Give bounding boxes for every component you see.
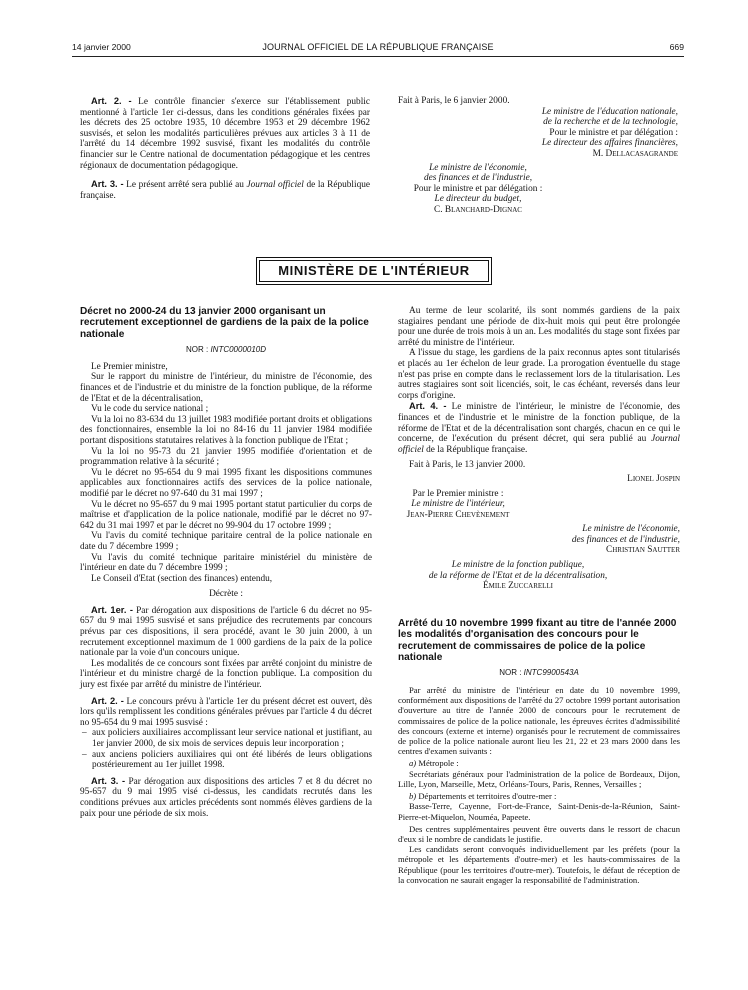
decree-article-2-list bbox=[80, 728, 372, 770]
visa-8: Vu l'avis du comité technique paritaire ministériel du ministère de l'intérieur en date du 7 décembre 1999 ; bbox=[80, 552, 372, 574]
decree-article-3-para-3: A l'issue du stage, les gardiens de la paix reconnus aptes sont titularisés et placés au 1er échelon de leur grade. La prorogation éventuelle du stage n'est pas prise en compte dans le reclassement lors de la titularisation. Les autres stagiaires sont soit licenciés, soit, le cas échéant, reversés dans leur corps d'origine. bbox=[398, 348, 680, 401]
header-rule bbox=[72, 56, 684, 57]
visa-1: Sur le rapport du ministre de l'intérieur, du ministre de l'économie, des finances et de l'industrie et du ministre de la fonction publique, de la réforme de l'Etat et de la décentralisation, bbox=[80, 372, 372, 404]
visa-2: Vu le code du service national ; bbox=[91, 404, 209, 415]
visa-9: Le Conseil d'Etat (section des finances) entendu, bbox=[91, 573, 273, 584]
arrete-item-b-body: Basse-Terre, Cayenne, Fort-de-France, Saint-Denis-de-la-Réunion, Saint-Pierre-et-Miquelon, Nouméa, Papeete. bbox=[398, 801, 680, 822]
prime-minister-line: Le Premier ministre, bbox=[91, 361, 168, 372]
arrete-nor: NOR : INTC9900543A bbox=[499, 668, 579, 678]
ministry-heading: MINISTÈRE DE L'INTÉRIEUR bbox=[259, 260, 489, 282]
arrete-item-b: b) Départements et territoires d'outre-mer : bbox=[409, 791, 557, 802]
header-page-number: 669 bbox=[669, 42, 684, 52]
signature-economy-decree: Le ministre de l'économie, des finances et de l'industrie, Christian Sautter bbox=[571, 524, 680, 556]
ministry-heading-box bbox=[256, 257, 492, 285]
signatory-name: M. Dellacasagrande bbox=[592, 148, 678, 159]
decree-left-column bbox=[80, 306, 372, 819]
decree-right-column bbox=[398, 306, 680, 885]
decree-article-4: Art. 4. - Le ministre de l'intérieur, le ministre de l'économie, des finances et de l'industrie et le ministre de la fonction publique, de la réforme de l'Etat et de la décentralisation sont chargés, chacun en ce qui le concerne, de l'exécution du présent décret, qui sera publié au Journal officiel de la République française. bbox=[398, 401, 681, 455]
decree-article-2: Art. 2. - Le concours prévu à l'article 1er du présent décret est ouvert, dès lors qu'ils remplissent les conditions générales prévues par l'article 4 du décret no 95-654 du 9 mai 1995 susvisé : bbox=[80, 695, 373, 728]
signatory-name: C. Blanchard-Dignac bbox=[434, 204, 522, 215]
decree-nor: NOR : INTC0000010D bbox=[185, 345, 267, 355]
previous-arrete-signatures bbox=[398, 96, 678, 216]
signature-economy: Le ministre de l'économie, des finances et de l'industrie, Pour le ministre et par délégation : Le directeur du budget, C. Blanchard-Dignac bbox=[398, 163, 558, 216]
arrete-body bbox=[398, 685, 680, 885]
arrete-para-1: Par arrêté du ministre de l'intérieur en date du 10 novembre 1999, conformément aux dispositions de l'arrêté du 27 octobre 1999 portant autorisation d'ouverture au titre de l'année 2000 de concours pour le recrutement de commissaires de police de la police nationale, les épreuves écrites d'admissibilité des concours (externe et interne) organisés pour le recrutement de commissaires de police de la police nationale auront lieu les 21, 22 et 23 mars 2000 dans les centres d'examen suivants : bbox=[398, 685, 680, 757]
visa-7: Vu l'avis du comité technique paritaire central de la police nationale en date du 7 décembre 1999 ; bbox=[80, 531, 372, 552]
signature-education: Le ministre de l'éducation nationale, de la recherche et de la technologie, Pour le ministre et par délégation : Le directeur des affaires financières, M. Dellacasagrande bbox=[398, 107, 678, 160]
prime-minister-name: Lionel Jospin bbox=[627, 473, 680, 484]
decrete-line: Décrète : bbox=[209, 589, 243, 600]
done-at-paris-1: Fait à Paris, le 6 janvier 2000. bbox=[398, 96, 510, 106]
visa-4: Vu la loi no 95-73 du 21 janvier 1995 modifiée d'orientation et de programmation relative à la sécurité ; bbox=[80, 446, 372, 468]
previous-arrete-articles bbox=[80, 96, 370, 201]
arrete-para-2: Des centres supplémentaires peuvent être ouverts dans le ressort de chacun d'eux si le nombre de candidats le justifie. bbox=[398, 823, 680, 844]
arrete-item-a-body: Secrétariats généraux pour l'administration de la police de Bordeaux, Dijon, Lille, Lyon, Marseille, Metz, Orléans-Tours, Paris, Rennes, Versailles ; bbox=[398, 768, 680, 789]
decree-article-1: Art. 1er. - Par dérogation aux dispositions de l'article 6 du décret no 95-657 du 9 mai 1995 susvisé et sans préjudice des recrutements par concours prévus par ces dispositions, il sera procédé, avant le 30 juin 2000, à un recrutement exceptionnel maximum de 1 000 gardiens de la paix de la police nationale par la voie d'un concours unique. bbox=[80, 604, 372, 659]
arrete-para-3: Les candidats seront convoqués individuellement par les préfets (pour la métropole et les départements d'outre-mer) et les hauts-commissaires de la République (pour les territoires d'outre-mer). Toutefois, le défaut de réception de la convocation ne saurait engager la responsabilité de l'administration. bbox=[398, 844, 680, 885]
header-date: 14 janvier 2000 bbox=[72, 42, 131, 52]
visa-5: Vu le décret no 95-654 du 9 mai 1995 fixant les dispositions communes applicables aux fonctionnaires actifs des services de la police nationale, modifié par le décret no 97-640 du 31 mai 1997 ; bbox=[80, 467, 372, 499]
done-at-paris-2: Fait à Paris, le 13 janvier 2000. bbox=[409, 460, 526, 471]
decree-article-3: Art. 3. - Par dérogation aux dispositions des articles 7 et 8 du décret no 95-657 du 9 mai 1995 visé ci-dessus, les candidats recrutés dans les conditions prévues aux articles précédents sont nommés élèves gardiens de la paix pour une période de six mois. bbox=[80, 775, 373, 819]
decree-title: Décret no 2000-24 du 13 janvier 2000 organisant un recrutement exceptionnel de gardiens de la paix de la police nationale bbox=[80, 306, 369, 340]
arrete-title: Arrêté du 10 novembre 1999 fixant au titre de l'année 2000 les modalités d'organisation des concours pour le recrutement de commissaires de police de la police nationale bbox=[398, 617, 677, 664]
signature-interior: Par le Premier ministre : Le ministre de l'intérieur, Jean-Pierre Chevènement bbox=[406, 488, 510, 520]
visa-3: Vu la loi no 83-634 du 13 juillet 1983 modifiée portant droits et obligations des fonctionnaires, ensemble la loi no 84-16 du 11 janvier 1984 modifiée portant dispositions statutaires relatives à la fonction publique de l'Etat ; bbox=[80, 414, 372, 446]
list-item: – aux anciens policiers auxiliaires qui ont été libérés de leurs obligations postérieurement au 1er juillet 1998. bbox=[92, 750, 372, 771]
arrete-item-a: a) Métropole : bbox=[409, 758, 459, 769]
visa-6: Vu le décret no 95-657 du 9 mai 1995 portant statut particulier du corps de maîtrise et d'application de la police nationale, modifié par le décret no 97-642 du 31 mai 1997 et par le décret no 99-904 du 17 octobre 1999 ; bbox=[80, 499, 372, 531]
article-2-previous: Art. 2. - Le contrôle financier s'exerce sur l'établissement public mentionné à l'article 1er ci-dessus, dans les conditions générales fixées par les décrets des 25 octobre 1935, 10 décembre 1953 et 29 décembre 1962 susvisés, et selon les modalités particulières prévues aux articles 3 à 11 de l'arrêté du 14 décembre 1992 susvisé, fixant les modalités du contrôle financier sur le Centre national de documentation pédagogique et les centres régionaux de documentation pédagogique. bbox=[80, 96, 370, 171]
list-item: – aux policiers auxiliaires accomplissant leur service national et justifiant, au 1er janvier 2000, de six mois de services depuis leur incorporation ; bbox=[92, 728, 372, 749]
article-3-previous: Art. 3. - Le présent arrêté sera publié au Journal officiel de la République française. bbox=[80, 179, 371, 201]
signature-public-service: Le ministre de la fonction publique, de la réforme de l'Etat et de la décentralisation, Émile Zuccarelli bbox=[428, 560, 608, 592]
decree-article-3-para-2: Au terme de leur scolarité, ils sont nommés gardiens de la paix stagiaires pendant une période de dix-huit mois qui peut être prolongée pour une durée de trois mois à un an. Les modalités du stage sont fixées par arrêté du ministre de l'intérieur. bbox=[398, 306, 680, 348]
page-header bbox=[72, 42, 684, 56]
header-title: JOURNAL OFFICIEL DE LA RÉPUBLIQUE FRANÇAISE bbox=[262, 42, 494, 52]
decree-article-1-para-2: Les modalités de ce concours sont fixées par arrêté conjoint du ministre de l'intérieur et du ministre chargé de la fonction publique. La composition du jury est fixée par arrêté du ministre de l'intérieur. bbox=[80, 658, 372, 691]
